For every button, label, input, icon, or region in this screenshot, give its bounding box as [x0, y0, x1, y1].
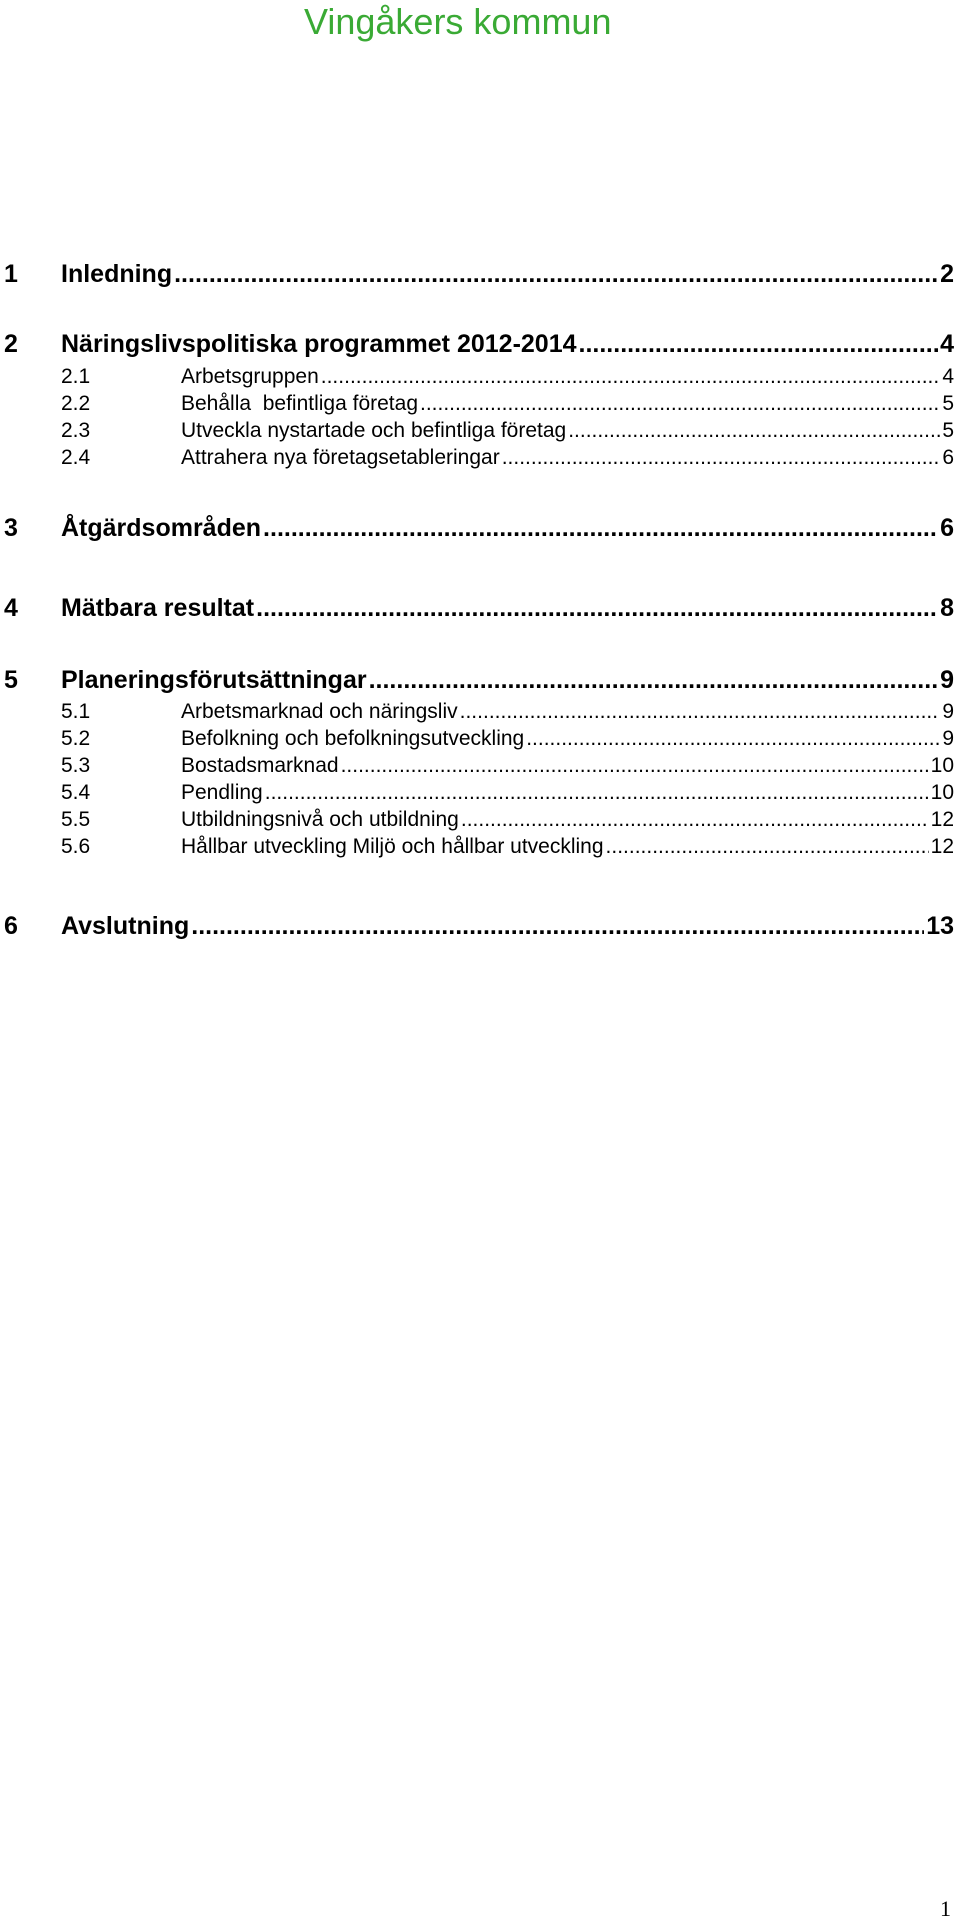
toc-dot-leader [502, 444, 941, 471]
toc-entry-number: 5 [4, 666, 18, 694]
toc-entry-2-4[interactable] [0, 444, 960, 471]
toc-entry-page: 12 [930, 808, 954, 831]
toc-entry-page: 4 [942, 365, 954, 388]
toc-entry-6[interactable] [0, 910, 960, 942]
toc-dot-leader [526, 725, 940, 752]
toc-entry-page: 13 [926, 912, 954, 940]
toc-dot-leader [265, 779, 929, 806]
toc-dot-leader [191, 910, 924, 942]
toc-dot-leader [568, 417, 940, 444]
toc-entry-4[interactable] [0, 592, 960, 624]
toc-dot-leader [341, 752, 929, 779]
toc-entry-page: 10 [930, 754, 954, 777]
toc-entry-number: 3 [4, 514, 18, 542]
toc-entry-title: Befolkning och befolkningsutveckling [181, 727, 525, 750]
toc-dot-leader [606, 833, 929, 860]
page-number: 1 [940, 1896, 951, 1921]
toc-dot-leader [321, 363, 941, 390]
toc-dot-leader [461, 806, 929, 833]
toc-dot-leader [256, 592, 938, 624]
toc-entry-2-1[interactable] [0, 363, 960, 390]
toc-entry-5-5[interactable] [0, 806, 960, 833]
toc-entry-title: Behålla befintliga företag [181, 392, 418, 415]
toc-entry-page: 5 [942, 419, 954, 442]
toc-entry-title: Hållbar utveckling Miljö och hållbar utveckling [181, 835, 604, 858]
toc-entry-title: Bostadsmarknad [181, 754, 339, 777]
toc-entry-page: 6 [940, 514, 954, 542]
toc-entry-number: 4 [4, 594, 18, 622]
toc-entry-title: Avslutning [61, 912, 190, 940]
toc-entry-5-3[interactable] [0, 752, 960, 779]
toc-entry-title: Arbetsgruppen [181, 365, 319, 388]
toc-entry-5-2[interactable] [0, 725, 960, 752]
toc-entry-title: Utveckla nystartade och befintliga företag [181, 419, 567, 442]
toc-entry-2-3[interactable] [0, 417, 960, 444]
toc-entry-page: 12 [930, 835, 954, 858]
toc-entry-title: Pendling [181, 781, 263, 804]
toc-entry-number: 5.3 [61, 754, 91, 777]
toc-entry-5[interactable] [0, 664, 960, 696]
toc-entry-2-2[interactable] [0, 390, 960, 417]
toc-entry-page: 2 [940, 260, 954, 288]
toc-entry-5-4[interactable] [0, 779, 960, 806]
toc-entry-number: 5.1 [61, 700, 91, 723]
toc-dot-leader [174, 258, 938, 290]
toc-entry-title: Attrahera nya företagsetableringar [181, 446, 500, 469]
toc-entry-number: 5.2 [61, 727, 91, 750]
document-header-title: Vingåkers kommun [304, 1, 612, 42]
toc-entry-number: 1 [4, 260, 18, 288]
toc-entry-number: 5.6 [61, 835, 91, 858]
toc-entry-title: Inledning [61, 260, 173, 288]
toc-entry-2[interactable] [0, 328, 960, 360]
toc-entry-title: Mätbara resultat [61, 594, 255, 622]
toc-entry-page: 9 [942, 727, 954, 750]
toc-dot-leader [263, 512, 938, 544]
toc-entry-title: Planeringsförutsättningar [61, 666, 367, 694]
toc-dot-leader [579, 328, 939, 360]
toc-entry-page: 6 [942, 446, 954, 469]
toc-entry-number: 5.4 [61, 781, 91, 804]
toc-entry-title: Arbetsmarknad och näringsliv [181, 700, 458, 723]
toc-dot-leader [369, 664, 939, 696]
toc-entry-title: Utbildningsnivå och utbildning [181, 808, 459, 831]
toc-dot-leader [420, 390, 940, 417]
toc-entry-page: 9 [940, 666, 954, 694]
toc-entry-page: 8 [940, 594, 954, 622]
toc-entry-number: 2.1 [61, 365, 91, 388]
toc-entry-page: 5 [942, 392, 954, 415]
toc-entry-page: 9 [942, 700, 954, 723]
toc-dot-leader [460, 698, 941, 725]
toc-entry-number: 5.5 [61, 808, 91, 831]
toc-entry-3[interactable] [0, 512, 960, 544]
toc-entry-number: 2.4 [61, 446, 91, 469]
toc-entry-number: 2 [4, 330, 18, 358]
toc-entry-page: 4 [940, 330, 954, 358]
toc-entry-5-1[interactable] [0, 698, 960, 725]
toc-entry-title: Näringslivspolitiska programmet 2012-2014 [61, 330, 577, 358]
toc-entry-number: 6 [4, 912, 18, 940]
toc-entry-number: 2.3 [61, 419, 91, 442]
toc-entry-5-6[interactable] [0, 833, 960, 860]
toc-entry-number: 2.2 [61, 392, 91, 415]
toc-entry-title: Åtgärdsområden [61, 514, 262, 542]
toc-entry-page: 10 [930, 781, 954, 804]
toc-entry-1[interactable] [0, 258, 960, 290]
